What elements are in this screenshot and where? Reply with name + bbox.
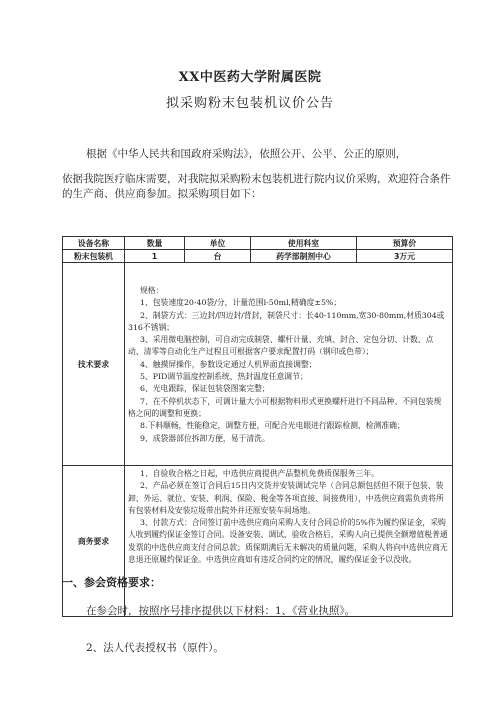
tech-line: 规格： bbox=[140, 286, 164, 295]
procurement-table bbox=[62, 236, 453, 617]
tech-line: 4、触摸屏操作，参数设定通过人机界面直接调整； bbox=[140, 359, 317, 369]
business-requirements-row bbox=[63, 466, 453, 617]
table-header-row bbox=[63, 237, 453, 250]
tech-line: 7、在不停机状态下，可调计量大小可根据物料形式更换螺杆进行不同品种、不同包装规格之间的调整和更换； bbox=[128, 396, 442, 418]
section-heading: 一、参会资格要求： bbox=[62, 576, 161, 589]
tech-line: 9、成袋器部位拆卸方便，易于清洗。 bbox=[140, 433, 270, 443]
tech-line: 1、包装速度20-40袋/分，计量范围l-50ml,精确度±5%； bbox=[140, 298, 342, 308]
tech-line: 6、光电跟踪，保证包装袋图案完整； bbox=[140, 384, 270, 394]
section-paragraph-1: 在参会时，按照序号排序提供以下材料：1、《营业执照》。 bbox=[86, 605, 356, 617]
header-cell-quantity: 数量 bbox=[125, 237, 185, 250]
tech-requirements-body bbox=[125, 263, 453, 466]
header-cell-budget: 预算价 bbox=[357, 237, 453, 250]
business-requirements-body bbox=[125, 466, 453, 617]
section-paragraph-2: 2、法人代表授权书（原件）。 bbox=[86, 642, 224, 654]
announcement-title: 拟采购粉末包装机议价公告 bbox=[165, 96, 334, 111]
header-cell-unit: 单位 bbox=[185, 237, 251, 250]
header-cell-device: 设备名称 bbox=[63, 237, 125, 250]
intro-line-1: 根据《中华人民共和国政府采购法》，依照公开、公平、公正的原则， bbox=[86, 148, 407, 160]
business-line: 1、自验收合格之日起，中选供应商提供产品整机免费质保服务三年。 bbox=[140, 469, 379, 478]
tech-line: 3、采用微电脑控制，可自动完成制袋、螺杆计量、充填、封合、定包分切、计数、点动、清零等自动化生产过程且可根据客户要求配置打码（钢印或色带）； bbox=[128, 335, 434, 357]
tech-line: 8.下料顺畅，性能稳定，调整方便，可配合光电眼进行跟踪检测，检测准确； bbox=[140, 421, 405, 431]
intro-line-2: 依据我院医疗临床需要，对我院拟采购粉末包装机进行院内议价采购，欢迎符合条件的生产商、供应商参加。拟采购项目如下： bbox=[62, 173, 451, 200]
tech-requirements-row bbox=[63, 263, 453, 466]
tech-line: 2、制袋方式：三边封/四边封/背封，制袋尺寸：长40-110mm,宽30-80mm,材质304或316不锈钢； bbox=[128, 310, 445, 332]
cell-budget: 3万元 bbox=[357, 250, 453, 263]
cell-department: 药学部制剂中心 bbox=[251, 250, 357, 263]
cell-quantity: 1 bbox=[125, 250, 185, 263]
table-row bbox=[63, 250, 453, 263]
business-line: 2、产品必须在签订合同后15日内交货并安装调试完毕（合同总额包括但不限于包装、装卸、外运、就位、安装、利润、保险、税金等各项直接、间接费用），中选供应商需负责将所有包装材料及安装垃圾带出院外并还原安装车间场地。 bbox=[128, 481, 444, 515]
header-cell-department: 使用科室 bbox=[251, 237, 357, 250]
cell-device: 粉末包装机 bbox=[63, 250, 125, 263]
business-requirements-label: 商务要求 bbox=[63, 466, 125, 617]
tech-requirements-label: 技术要求 bbox=[63, 263, 125, 466]
cell-unit: 台 bbox=[185, 250, 251, 263]
business-line: 3、付款方式：合同签订前中选供应商向采购人支付合同总价的5%作为履约保证金，采购人收到履约保证金签订合同。设备安装、调试、验收合格后，采购人向已提供全额增值税普通发票的中选供应商支付合同总款；质保期满后无未解决的质量问题，采购人将向中选供应商无息退还原履约保证金。中选供应商如有违反合同约定的情况，履约保证金予以没收。 bbox=[128, 518, 448, 565]
hospital-title: XX中医药大学附属医院 bbox=[178, 70, 322, 85]
tech-line: 5、PID调节温度控制系统，热封温度任意调节； bbox=[140, 372, 308, 382]
